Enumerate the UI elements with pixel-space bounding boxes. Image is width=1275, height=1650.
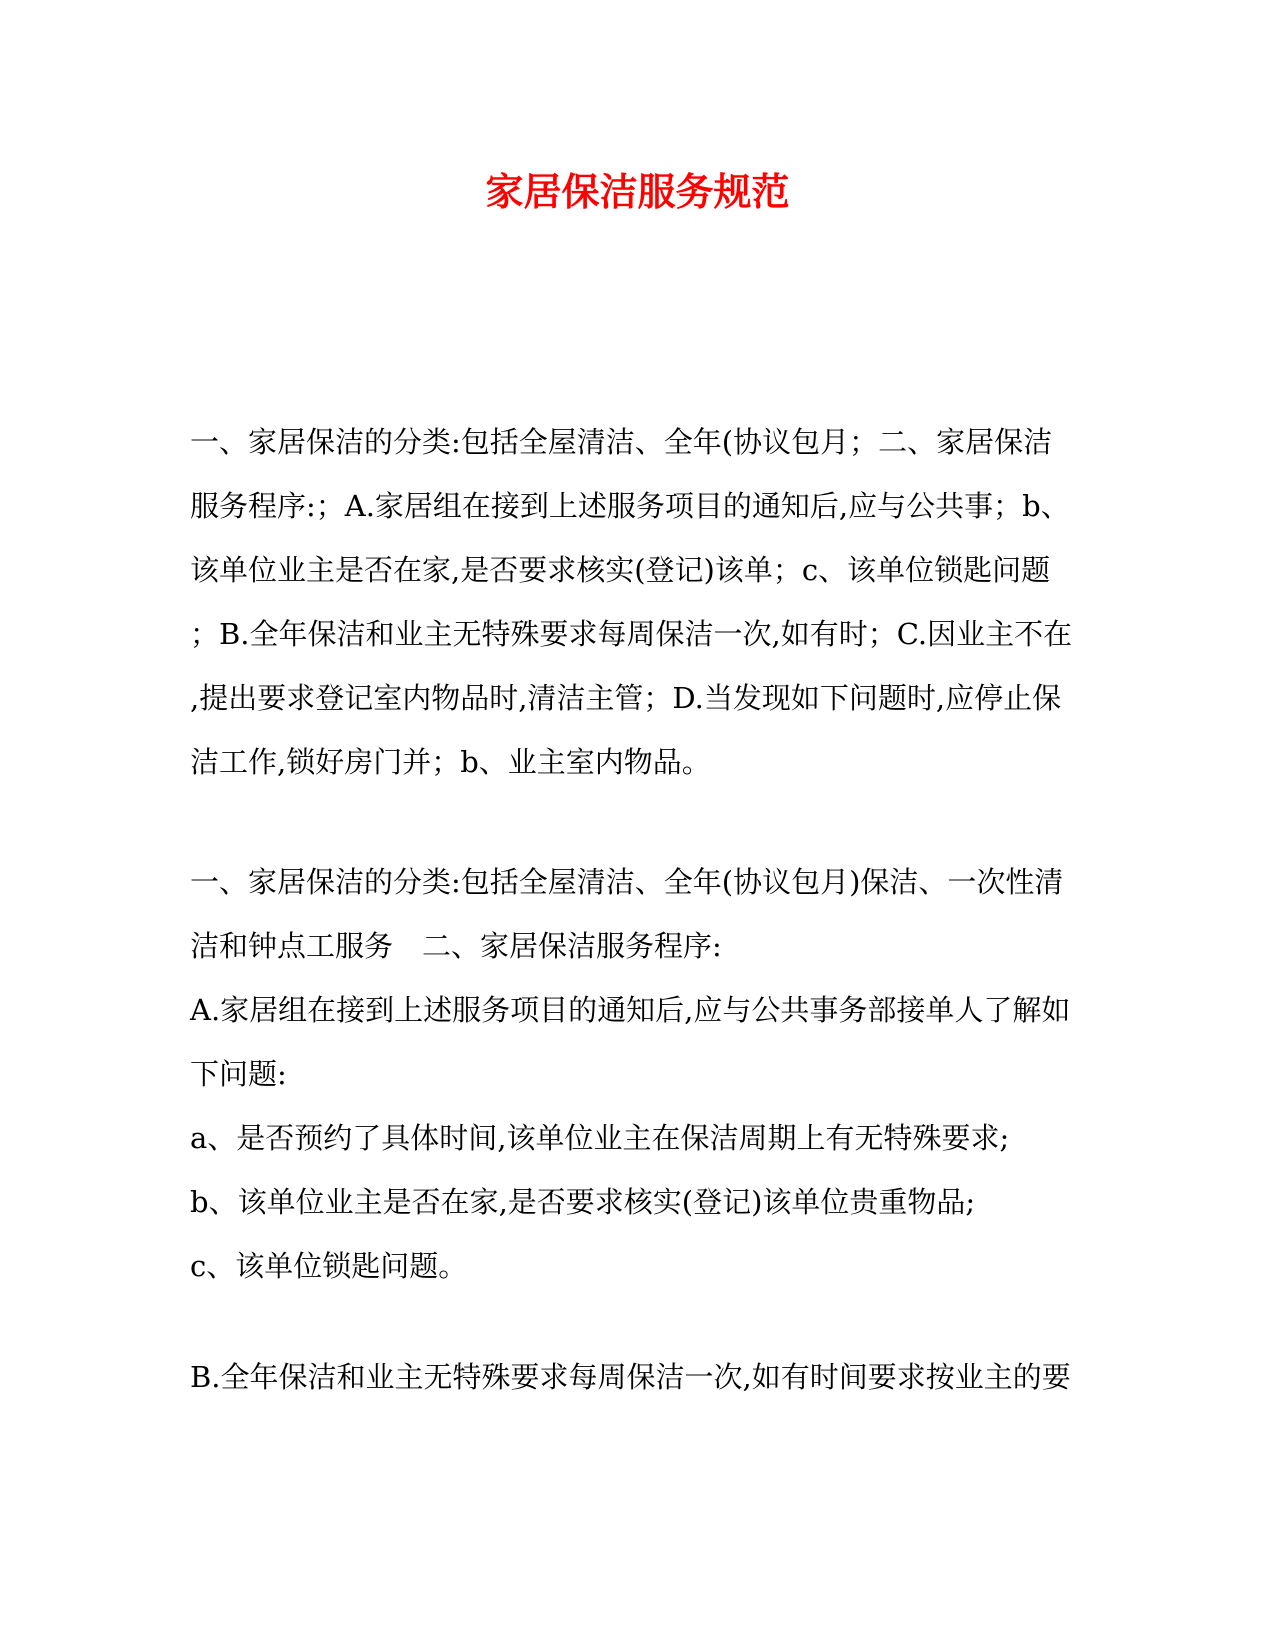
summary-line: 该单位业主是否在家,是否要求核实(登记)该单；c、该单位锁匙问题 xyxy=(190,553,1051,587)
tail-paragraph xyxy=(190,1345,1080,1409)
summary-line: ；B.全年保洁和业主无特殊要求每周保洁一次,如有时；C.因业主不在 xyxy=(190,617,1073,651)
detail-line: A.家居组在接到上述服务项目的通知后,应与公共事务部接单人了解如 xyxy=(190,993,1071,1027)
summary-line: 一、家居保洁的分类:包括全屋清洁、全年(协议包月；二、家居保洁 xyxy=(190,425,1053,459)
tail-line: B.全年保洁和业主无特殊要求每周保洁一次,如有时间要求按业主的要 xyxy=(190,1360,1071,1394)
detail-line: 下问题: xyxy=(190,1057,287,1091)
summary-line: ,提出要求登记室内物品时,清洁主管；D.当发现如下问题时,应停止保 xyxy=(190,681,1062,715)
detail-line: 一、家居保洁的分类:包括全屋清洁、全年(协议包月)保洁、一次性清 xyxy=(190,865,1064,899)
document-title: 家居保洁服务规范 xyxy=(485,169,790,214)
detail-line: c、该单位锁匙问题。 xyxy=(190,1249,468,1283)
summary-paragraph xyxy=(190,410,1080,794)
detail-line: b、该单位业主是否在家,是否要求核实(登记)该单位贵重物品; xyxy=(190,1185,976,1219)
detail-section xyxy=(190,850,1080,1298)
detail-line: 洁和钟点工服务 二、家居保洁服务程序: xyxy=(190,929,722,963)
summary-line: 服务程序:；A.家居组在接到上述服务项目的通知后,应与公共事；b、 xyxy=(190,489,1070,523)
detail-line: a、是否预约了具体时间,该单位业主在保洁周期上有无特殊要求; xyxy=(190,1121,1010,1155)
summary-line: 洁工作,锁好房门并；b、业主室内物品。 xyxy=(190,745,711,779)
